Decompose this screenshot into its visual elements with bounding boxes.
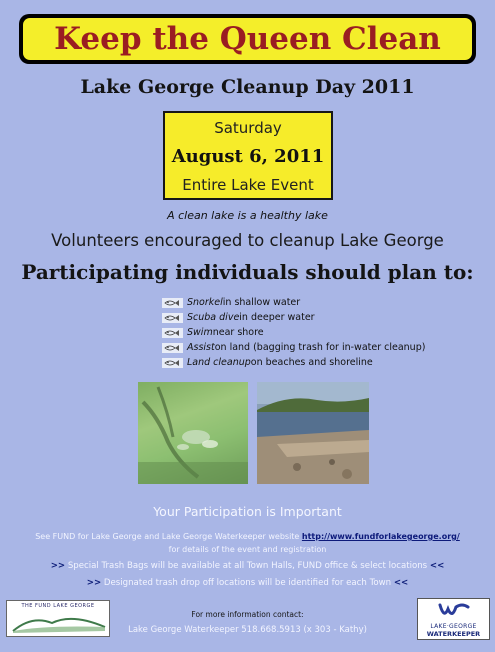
waterkeeper-w-icon [418, 599, 491, 623]
activity-text: in deeper water [239, 312, 315, 323]
event-scope: Entire Lake Event [182, 176, 314, 194]
title-banner-inner [23, 18, 472, 60]
fish-bullet-icon [162, 343, 183, 353]
underwater-scene [138, 382, 248, 484]
activity-text: on land (bagging trash for in-water cleanup) [214, 342, 426, 353]
arrow-suffix: << [429, 561, 445, 571]
contact-line: Lake George Waterkeeper 518.668.5913 (x 303 - Kathy) [128, 625, 367, 635]
plan-heading: Participating individuals should plan to: [21, 260, 474, 284]
shoreline-photo [257, 382, 369, 484]
fund-logo-text: THE FUND LAKE GEORGE [21, 603, 95, 609]
contact-heading: For more information contact: [191, 610, 304, 619]
trash-bags-notice [0, 561, 495, 571]
dropoff-notice [0, 578, 495, 588]
list-item [162, 355, 492, 370]
arrow-suffix: << [393, 578, 409, 588]
event-date: August 6, 2011 [171, 146, 325, 167]
title-banner [19, 14, 476, 64]
arrow-prefix: >> [50, 561, 66, 571]
banner-title: Keep the Queen Clean [54, 21, 441, 57]
fish-bullet-icon [162, 298, 183, 308]
fund-website-link[interactable]: http://www.fundforlakegeorge.org/ [301, 532, 460, 541]
event-day: Saturday [214, 119, 282, 137]
arrow-prefix: >> [86, 578, 102, 588]
tagline: A clean lake is a healthy lake [167, 209, 328, 222]
shoreline-scene [257, 382, 369, 484]
activity-emphasis: Scuba dive [187, 312, 240, 323]
activity-text: on beaches and shoreline [250, 357, 373, 368]
fish-bullet-icon [162, 313, 183, 323]
notice-text: Designated trash drop off locations will be identified for each Town [101, 578, 394, 588]
fish-bullet-icon [162, 358, 183, 368]
date-box [163, 111, 333, 200]
list-item [162, 325, 492, 340]
notice-text: Special Trash Bags will be available at all Town Halls, FUND office & select locations [65, 561, 430, 571]
info-text: See FUND for Lake George and Lake George Waterkeeper website [35, 532, 302, 541]
volunteers-heading: Volunteers encouraged to cleanup Lake George [51, 231, 444, 250]
participation-heading: Your Participation is Important [153, 504, 342, 519]
info-line [0, 532, 495, 541]
list-item [162, 310, 492, 325]
activity-text: near shore [212, 327, 264, 338]
fish-bullet-icon [162, 328, 183, 338]
waterkeeper-logo [417, 598, 490, 640]
activity-text: in shallow water [222, 297, 301, 308]
activity-list [162, 295, 492, 370]
activity-emphasis: Swim [187, 327, 213, 338]
waterkeeper-logo-line1: LAKE·GEORGE [430, 623, 477, 630]
activity-emphasis: Assist [187, 342, 215, 353]
list-item [162, 340, 492, 355]
info-line-2: for details of the event and registration [168, 545, 327, 554]
waterkeeper-logo-line2: WATERKEEPER [426, 630, 481, 638]
event-subtitle: Lake George Cleanup Day 2011 [80, 76, 415, 98]
list-item [162, 295, 492, 310]
activity-emphasis: Land cleanup [187, 357, 251, 368]
underwater-photo [138, 382, 248, 484]
activity-emphasis: Snorkel [187, 297, 223, 308]
